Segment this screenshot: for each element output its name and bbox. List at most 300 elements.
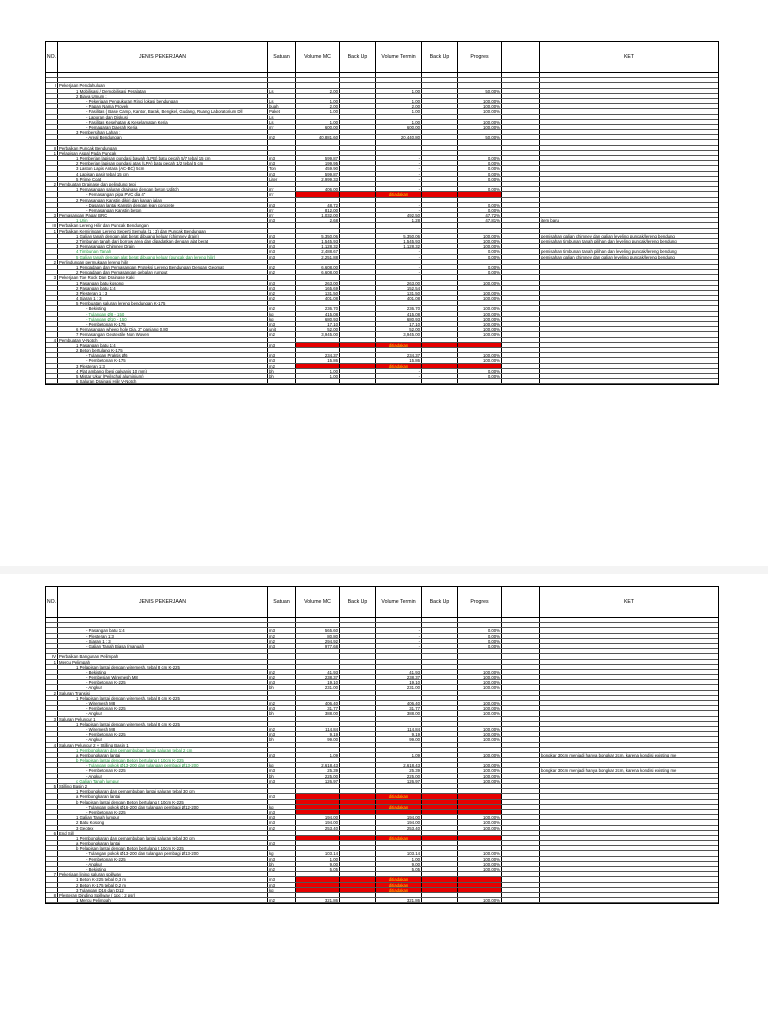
cell-satuan: m2 xyxy=(268,639,296,643)
cell-no xyxy=(46,99,58,103)
cell-progres xyxy=(458,696,502,700)
cell-satuan: m3 xyxy=(268,161,296,165)
cell-volume-termin xyxy=(376,831,422,835)
cell-empty xyxy=(502,374,540,378)
cell-ket: pemisahan timbunan tanah pilihan dan leveling puncak/lereng bendung xyxy=(541,249,677,254)
header-volume-mc: Volume MC xyxy=(296,42,340,72)
cell-volume-termin: 680.93 xyxy=(376,317,422,321)
cell-empty xyxy=(502,281,540,285)
cell-jenis-pekerjaan: 2 Pasangan batu 1:4 xyxy=(58,286,268,290)
cell-empty xyxy=(502,332,540,336)
cell-back-up xyxy=(340,223,376,227)
cell-progres: 47.81% xyxy=(458,218,502,222)
cell-back-up-2 xyxy=(422,763,458,767)
cell-back-up-2 xyxy=(422,374,458,378)
cell-empty xyxy=(502,338,540,342)
cell-jenis-pekerjaan: Pekerjaan lining saluran spillway xyxy=(58,872,268,876)
cell-volume-mc xyxy=(296,130,340,134)
cell-ket xyxy=(540,73,718,77)
cell-volume-mc xyxy=(296,192,340,196)
cell-empty xyxy=(502,743,540,747)
cell-jenis-pekerjaan: 2 Batu Kosong xyxy=(58,820,268,824)
cell-progres xyxy=(458,260,502,264)
cell-progres: 100.00% xyxy=(458,317,502,321)
cell-ket xyxy=(540,675,718,679)
cell-back-up-2 xyxy=(422,774,458,778)
cell-back-up xyxy=(340,743,376,747)
cell-back-up-2 xyxy=(422,99,458,103)
cell-satuan xyxy=(268,743,296,747)
cell-no: 1 xyxy=(46,229,58,233)
cell-back-up xyxy=(340,249,376,253)
cell-satuan: m2 xyxy=(268,265,296,269)
cell-back-up-2 xyxy=(422,779,458,783)
cell-back-up-2 xyxy=(422,255,458,259)
cell-ket xyxy=(540,691,718,695)
cell-back-up xyxy=(340,857,376,861)
cell-jenis-pekerjaan: - Wiremesh M8 xyxy=(58,727,268,731)
cell-progres: 100.00% xyxy=(458,898,502,902)
cell-volume-termin: 1.00 xyxy=(376,109,422,113)
cell-progres: 0.00% xyxy=(458,369,502,373)
cell-empty xyxy=(502,800,540,804)
header-empty xyxy=(502,587,540,617)
cell-ket xyxy=(540,208,718,212)
cell-back-up-2 xyxy=(422,768,458,772)
cell-jenis-pekerjaan: Pelapisan Aspal Pada Puncak xyxy=(58,151,268,155)
cell-volume-mc xyxy=(296,691,340,695)
cell-back-up-2 xyxy=(422,753,458,757)
cell-satuan: bh xyxy=(268,374,296,378)
cell-jenis-pekerjaan: 1 Galian tanah dengan alat berat dibuang keluar (chimney drain) xyxy=(58,234,268,238)
cell-empty xyxy=(502,867,540,871)
cell-back-up-2 xyxy=(422,628,458,632)
cell-back-up xyxy=(340,680,376,684)
cell-back-up-2 xyxy=(422,836,458,840)
cell-volume-termin: 1,545.93 xyxy=(376,239,422,243)
cell-jenis-pekerjaan: - Dasaran lantai Kanstin dengan lean concrete xyxy=(58,203,268,207)
cell-volume-mc: 1.09 xyxy=(296,753,340,757)
cell-ket xyxy=(540,198,718,202)
cell-ket xyxy=(540,374,718,378)
cell-ket xyxy=(540,820,718,824)
cell-ket xyxy=(540,670,718,674)
cell-back-up xyxy=(340,623,376,627)
cell-empty xyxy=(502,182,540,186)
cell-back-up-2 xyxy=(422,618,458,622)
cell-back-up-2 xyxy=(422,379,458,383)
cell-volume-termin: 401.08 xyxy=(376,296,422,300)
cell-volume-termin: 103.14 xyxy=(376,851,422,855)
cell-jenis-pekerjaan: 5 Prime Coat xyxy=(58,177,268,181)
cell-no xyxy=(46,208,58,212)
cell-back-up xyxy=(340,711,376,715)
cell-satuan: m2 xyxy=(268,332,296,336)
cell-empty xyxy=(502,379,540,383)
cell-no xyxy=(46,296,58,300)
cell-no xyxy=(46,312,58,316)
cell-no xyxy=(46,670,58,674)
cell-volume-mc: 17.10 xyxy=(296,322,340,326)
cell-empty xyxy=(502,639,540,643)
cell-no: IV xyxy=(46,654,58,658)
cell-no xyxy=(46,343,58,347)
cell-ket xyxy=(540,286,718,290)
cell-progres: 0.00% xyxy=(458,172,502,176)
cell-no: 1 xyxy=(46,660,58,664)
cell-satuan: m3 xyxy=(268,239,296,243)
cell-progres xyxy=(458,758,502,762)
cell-jenis-pekerjaan: Pekerjaan Toe Rock Dan Drainase Kaki xyxy=(58,275,268,279)
cell-volume-mc: 25.39 xyxy=(296,768,340,772)
cell-back-up-2 xyxy=(422,758,458,762)
cell-empty xyxy=(502,737,540,741)
cell-volume-termin xyxy=(376,784,422,788)
cell-volume-termin: 20,440.80 xyxy=(376,135,422,139)
cell-volume-termin: 52.00 xyxy=(376,327,422,331)
cell-back-up-2 xyxy=(422,301,458,305)
cell-satuan: bh xyxy=(268,737,296,741)
cell-ket xyxy=(540,135,718,139)
cell-back-up xyxy=(340,898,376,902)
cell-no xyxy=(46,722,58,726)
cell-back-up-2 xyxy=(422,800,458,804)
cell-satuan xyxy=(268,800,296,804)
cell-no xyxy=(46,348,58,352)
cell-no xyxy=(46,763,58,767)
cell-empty xyxy=(502,841,540,845)
cell-back-up-2 xyxy=(422,332,458,336)
cell-satuan: m2 xyxy=(268,135,296,139)
cell-satuan xyxy=(268,140,296,144)
cell-progres: 100.00% xyxy=(458,732,502,736)
cell-jenis-pekerjaan: Perbaikan Kemiringan Lereng Seperti Semula (1 : 3) dan Puncak Bendungan xyxy=(58,229,268,233)
cell-volume-mc: 415.08 xyxy=(296,312,340,316)
cell-jenis-pekerjaan: 2 Pemasangan Kanstin dikiri dan kanan jalan xyxy=(58,198,268,202)
cell-satuan xyxy=(268,836,296,840)
cell-no xyxy=(46,675,58,679)
cell-no xyxy=(46,218,58,222)
cell-ket xyxy=(540,763,718,767)
cell-volume-termin: - xyxy=(376,156,422,160)
cell-back-up xyxy=(340,275,376,279)
cell-empty xyxy=(502,826,540,830)
cell-volume-mc: 263.00 xyxy=(296,281,340,285)
cell-volume-termin xyxy=(376,78,422,82)
cell-satuan xyxy=(268,784,296,788)
cell-back-up xyxy=(340,800,376,804)
cell-no xyxy=(46,639,58,643)
cell-satuan xyxy=(268,151,296,155)
cell-satuan: Paket xyxy=(268,109,296,113)
cell-back-up xyxy=(340,192,376,196)
cell-empty xyxy=(502,820,540,824)
cell-ket xyxy=(540,623,718,627)
cell-volume-termin: - xyxy=(376,265,422,269)
cell-back-up-2 xyxy=(422,275,458,279)
cell-back-up xyxy=(340,104,376,108)
cell-volume-termin xyxy=(376,758,422,762)
cell-progres xyxy=(458,198,502,202)
cell-volume-mc: 599.87 xyxy=(296,156,340,160)
cell-volume-mc: 19.10 xyxy=(296,680,340,684)
cell-back-up xyxy=(340,763,376,767)
cell-jenis-pekerjaan: - Pembetonan K-225 xyxy=(58,810,268,814)
cell-ket: bongkar 30cm menjadi hanya bongkar 2cm, karena kondisi existing me xyxy=(541,768,677,773)
cell-progres: 100.00% xyxy=(458,680,502,684)
header-satuan: Satuan xyxy=(268,42,296,72)
cell-back-up xyxy=(340,358,376,362)
cell-ket xyxy=(540,784,718,788)
cell-no xyxy=(46,156,58,160)
cell-ket xyxy=(540,353,718,357)
cell-ket xyxy=(540,665,718,669)
cell-jenis-pekerjaan: 3 Plesteran 1 : 3 xyxy=(58,291,268,295)
cell-ket xyxy=(540,115,718,119)
cell-progres: 100.00% xyxy=(458,670,502,674)
cell-back-up-2 xyxy=(422,218,458,222)
cell-volume-termin: - xyxy=(376,639,422,643)
cell-empty xyxy=(502,291,540,295)
cell-back-up-2 xyxy=(422,644,458,648)
cell-progres: 100.00% xyxy=(458,753,502,757)
cell-volume-termin: 3,945.00 xyxy=(376,332,422,336)
cell-volume-termin: 5.05 xyxy=(376,867,422,871)
cell-progres xyxy=(458,115,502,119)
header-volume-mc: Volume MC xyxy=(296,587,340,617)
cell-back-up-2 xyxy=(422,198,458,202)
cell-satuan xyxy=(268,73,296,77)
cell-volume-termin: 1.00 xyxy=(376,857,422,861)
cell-jenis-pekerjaan: Pembuatan Drainase dan pelindung tepi xyxy=(58,182,268,186)
cell-ket xyxy=(540,701,718,705)
cell-back-up xyxy=(340,187,376,191)
cell-empty xyxy=(502,255,540,259)
cell-volume-termin: 152.54 xyxy=(376,286,422,290)
cell-empty xyxy=(502,343,540,347)
cell-back-up xyxy=(340,810,376,814)
cell-volume-mc xyxy=(296,888,340,892)
cell-volume-mc: 2.00 xyxy=(296,104,340,108)
cell-progres: 0.00% xyxy=(458,255,502,259)
cell-back-up xyxy=(340,701,376,705)
cell-volume-mc: 9.00 xyxy=(296,862,340,866)
cell-no xyxy=(46,644,58,648)
cell-jenis-pekerjaan: - Bekisting xyxy=(58,867,268,871)
cell-back-up-2 xyxy=(422,120,458,124)
cell-ket xyxy=(540,841,718,845)
cell-no: 2 xyxy=(46,691,58,695)
cell-satuan: m3 xyxy=(268,794,296,798)
cell-back-up xyxy=(340,660,376,664)
cell-empty xyxy=(502,696,540,700)
cell-no xyxy=(46,166,58,170)
cell-empty xyxy=(502,192,540,196)
cell-jenis-pekerjaan: b Pelapisan lantai dengan Beton bertulang t 10cm K-225 xyxy=(58,800,268,804)
cell-volume-mc xyxy=(296,348,340,352)
cell-no xyxy=(46,800,58,804)
cell-back-up xyxy=(340,675,376,679)
cell-volume-mc xyxy=(296,78,340,82)
cell-volume-mc: 9.19 xyxy=(296,732,340,736)
cell-volume-termin: 5,350.06 xyxy=(376,234,422,238)
cell-satuan: m3 xyxy=(268,203,296,207)
cell-no xyxy=(46,115,58,119)
cell-volume-mc: 236.70 xyxy=(296,306,340,310)
cell-volume-mc: 41.93 xyxy=(296,670,340,674)
cell-volume-termin: 321.86 xyxy=(376,898,422,902)
cell-volume-mc xyxy=(296,846,340,850)
cell-volume-termin: 388.00 xyxy=(376,711,422,715)
cell-no xyxy=(46,172,58,176)
cell-jenis-pekerjaan: - Pembetonan K-225 xyxy=(58,732,268,736)
cell-volume-mc xyxy=(296,789,340,793)
cell-volume-mc: 565.60 xyxy=(296,628,340,632)
cell-back-up-2 xyxy=(422,239,458,243)
cell-volume-mc xyxy=(296,841,340,845)
cell-satuan: m3 xyxy=(268,156,296,160)
cell-jenis-pekerjaan: - Pemagaran Daerah Kerja xyxy=(58,125,268,129)
cell-back-up xyxy=(340,893,376,897)
cell-back-up xyxy=(340,115,376,119)
cell-volume-mc: 599.87 xyxy=(296,172,340,176)
cell-volume-mc xyxy=(296,182,340,186)
cell-back-up-2 xyxy=(422,115,458,119)
cell-volume-mc: 1.00 xyxy=(296,857,340,861)
cell-progres: 50.00% xyxy=(458,135,502,139)
cell-back-up-2 xyxy=(422,130,458,134)
cell-empty xyxy=(502,312,540,316)
cell-progres: 100.00% xyxy=(458,867,502,871)
cell-back-up xyxy=(340,364,376,368)
cell-volume-termin: 2.00 xyxy=(376,104,422,108)
progress-table-1 xyxy=(45,41,719,385)
cell-volume-termin xyxy=(376,618,422,622)
cell-satuan xyxy=(268,722,296,726)
cell-no xyxy=(46,239,58,243)
cell-back-up xyxy=(340,794,376,798)
cell-ket xyxy=(540,151,718,155)
cell-back-up-2 xyxy=(422,291,458,295)
cell-no xyxy=(46,665,58,669)
cell-progres: 100.00% xyxy=(458,779,502,783)
cell-no xyxy=(46,706,58,710)
cell-satuan: m3 xyxy=(268,358,296,362)
cell-no xyxy=(46,73,58,77)
cell-no xyxy=(46,120,58,124)
cell-back-up xyxy=(340,768,376,772)
cell-back-up-2 xyxy=(422,369,458,373)
cell-satuan: m2 xyxy=(268,291,296,295)
cell-ket xyxy=(540,711,718,715)
cell-volume-mc: 48.72 xyxy=(296,203,340,207)
cell-volume-termin: - xyxy=(376,187,422,191)
cell-progres xyxy=(458,743,502,747)
cell-jenis-pekerjaan: 3 Laston Lapis Antara (AC-BC) 5cm xyxy=(58,166,268,170)
cell-progres xyxy=(458,364,502,368)
cell-volume-mc: 2,618.43 xyxy=(296,763,340,767)
cell-back-up-2 xyxy=(422,83,458,87)
cell-ditiadakan xyxy=(376,800,422,804)
cell-back-up-2 xyxy=(422,722,458,726)
cell-empty xyxy=(502,83,540,87)
cell-progres: 0.00% xyxy=(458,639,502,643)
cell-jenis-pekerjaan: 2 Pemberian lapisan pondasi atas (LPA) batu pecah 1/2 tebal 5 cm xyxy=(58,161,268,165)
cell-back-up xyxy=(340,78,376,82)
cell-volume-mc xyxy=(296,654,340,658)
cell-progres: 50.00% xyxy=(458,89,502,93)
cell-satuan: m2 xyxy=(268,826,296,830)
cell-volume-mc xyxy=(296,794,340,798)
cell-back-up xyxy=(340,244,376,248)
progress-table-2 xyxy=(45,586,719,904)
cell-jenis-pekerjaan: 1 Pembongkaran dan pemambuban lantai saluran tebal 30 cm xyxy=(58,836,268,840)
cell-progres xyxy=(458,872,502,876)
cell-volume-termin: - xyxy=(376,166,422,170)
cell-volume-mc: 114.84 xyxy=(296,727,340,731)
cell-back-up-2 xyxy=(422,743,458,747)
cell-volume-termin: 99.00 xyxy=(376,737,422,741)
cell-ket xyxy=(540,810,718,814)
cell-back-up-2 xyxy=(422,737,458,741)
cell-back-up-2 xyxy=(422,296,458,300)
cell-back-up-2 xyxy=(422,867,458,871)
cell-empty xyxy=(502,748,540,752)
cell-back-up xyxy=(340,691,376,695)
cell-jenis-pekerjaan: - Fasilitas Kesehatan & Keselamatan Kerja xyxy=(58,120,268,124)
cell-empty xyxy=(502,115,540,119)
cell-jenis-pekerjaan: 1 Urin xyxy=(58,218,268,222)
cell-volume-termin: 1.00 xyxy=(376,89,422,93)
cell-jenis-pekerjaan: - Tulangan Ø8 - 150 xyxy=(58,312,268,316)
cell-empty xyxy=(502,317,540,321)
cell-empty xyxy=(502,779,540,783)
cell-back-up xyxy=(340,172,376,176)
cell-back-up-2 xyxy=(422,888,458,892)
table-header xyxy=(46,42,718,73)
cell-satuan: m3 xyxy=(268,768,296,772)
cell-ket xyxy=(540,317,718,321)
cell-volume-termin xyxy=(376,660,422,664)
header-satuan: Satuan xyxy=(268,587,296,617)
cell-volume-termin: 1.28 xyxy=(376,218,422,222)
cell-ket xyxy=(540,327,718,331)
cell-volume-termin xyxy=(376,348,422,352)
cell-ditiadakan: ditiadakan xyxy=(376,805,422,809)
cell-no xyxy=(46,867,58,871)
cell-ket xyxy=(540,836,718,840)
cell-progres xyxy=(458,649,502,653)
cell-volume-termin: 236.70 xyxy=(376,306,422,310)
cell-satuan xyxy=(268,748,296,752)
cell-back-up xyxy=(340,353,376,357)
cell-progres: 0.00% xyxy=(458,644,502,648)
cell-progres xyxy=(458,654,502,658)
cell-satuan: m2 xyxy=(268,898,296,902)
cell-jenis-pekerjaan: - Pembetonan K-225 xyxy=(58,680,268,684)
cell-volume-termin xyxy=(376,696,422,700)
cell-back-up-2 xyxy=(422,89,458,93)
cell-back-up xyxy=(340,83,376,87)
cell-volume-mc: 231.00 xyxy=(296,685,340,689)
cell-empty xyxy=(502,177,540,181)
cell-ket xyxy=(540,618,718,622)
cell-ket xyxy=(540,275,718,279)
cell-ket xyxy=(540,312,718,316)
cell-progres: 100.00% xyxy=(458,353,502,357)
cell-jenis-pekerjaan: Perbaikan Bangunan Pelimpah xyxy=(58,654,268,658)
cell-back-up xyxy=(340,306,376,310)
